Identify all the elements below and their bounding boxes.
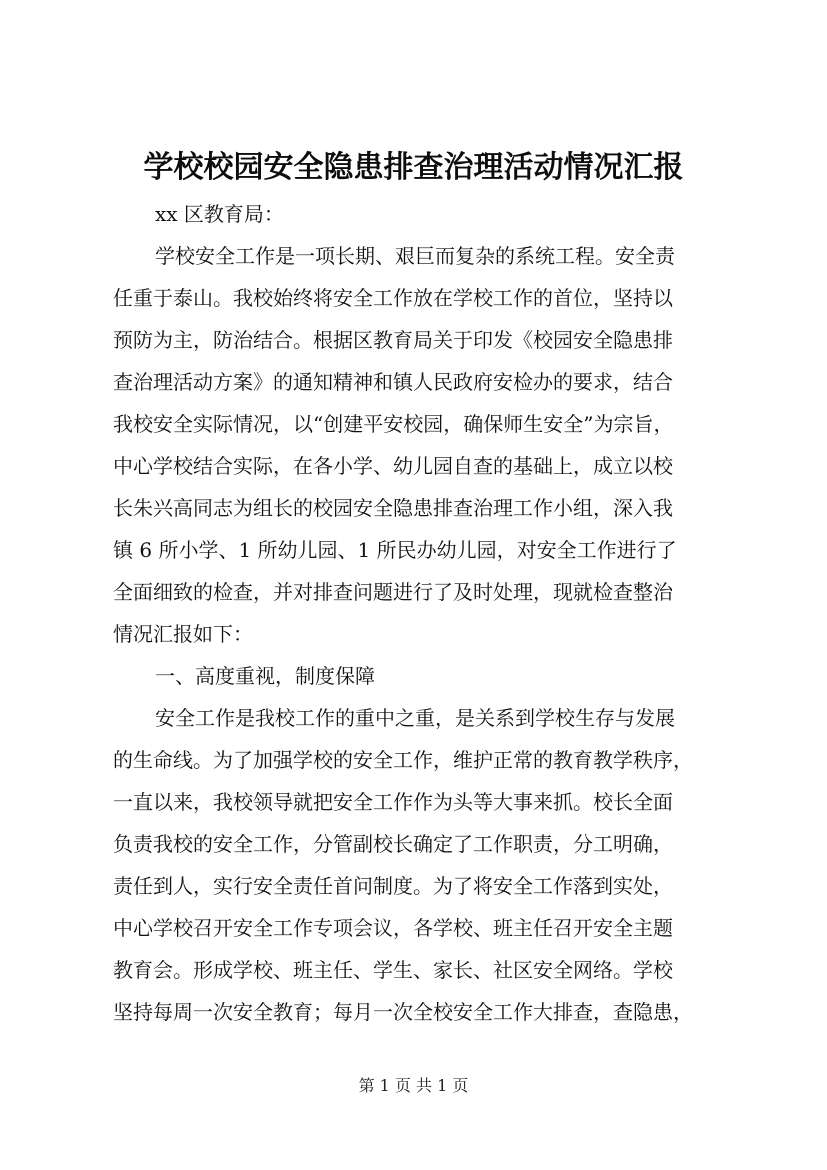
body-line: 安全工作是我校工作的重中之重，是关系到学校生存与发展 (155, 706, 675, 730)
document-body (113, 193, 740, 1033)
body-line: 中心学校结合实际，在各小学、幼儿园自查的基础上，成立以校 (113, 454, 673, 478)
body-line: 负责我校的安全工作，分管副校长确定了工作职责，分工明确， (113, 832, 673, 856)
body-line: 镇 6 所小学、1 所幼儿园、1 所民办幼儿园，对安全工作进行了 (113, 538, 677, 562)
body-line: 学校安全工作是一项长期、艰巨而复杂的系统工程。安全责 (155, 244, 675, 268)
body-line: 长朱兴高同志为组长的校园安全隐患排查治理工作小组，深入我 (113, 496, 673, 520)
body-line: 坚持每周一次安全教育；每月一次全校安全工作大排查，查隐患， (113, 1000, 693, 1024)
body-line: 责任到人，实行安全责任首问制度。为了将安全工作落到实处， (113, 874, 673, 898)
body-line: 教育会。形成学校、班主任、学生、家长、社区安全网络。学校 (113, 958, 673, 982)
salutation-line: xx 区教育局： (155, 202, 284, 226)
body-line: 我校安全实际情况，以“创建平安校园，确保师生安全”为宗旨， (113, 412, 674, 436)
page-footer: 第 1 页 共 1 页 (358, 1076, 469, 1095)
body-line: 的生命线。为了加强学校的安全工作，维护正常的教育教学秩序， (113, 748, 693, 772)
body-line: 情况汇报如下： (113, 622, 253, 646)
document-title: 学校校园安全隐患排查治理活动情况汇报 (143, 150, 684, 185)
body-line: 一直以来，我校领导就把安全工作作为头等大事来抓。校长全面 (113, 790, 673, 814)
body-line: 任重于泰山。我校始终将安全工作放在学校工作的首位，坚持以 (113, 286, 673, 310)
section-heading: 一、高度重视，制度保障 (155, 664, 375, 688)
body-line: 查治理活动方案》的通知精神和镇人民政府安检办的要求，结合 (113, 370, 673, 394)
body-line: 预防为主，防治结合。根据区教育局关于印发《校园安全隐患排 (113, 328, 673, 352)
body-line: 中心学校召开安全工作专项会议，各学校、班主任召开安全主题 (113, 916, 673, 940)
body-line: 全面细致的检查，并对排查问题进行了及时处理，现就检查整治 (113, 580, 673, 604)
